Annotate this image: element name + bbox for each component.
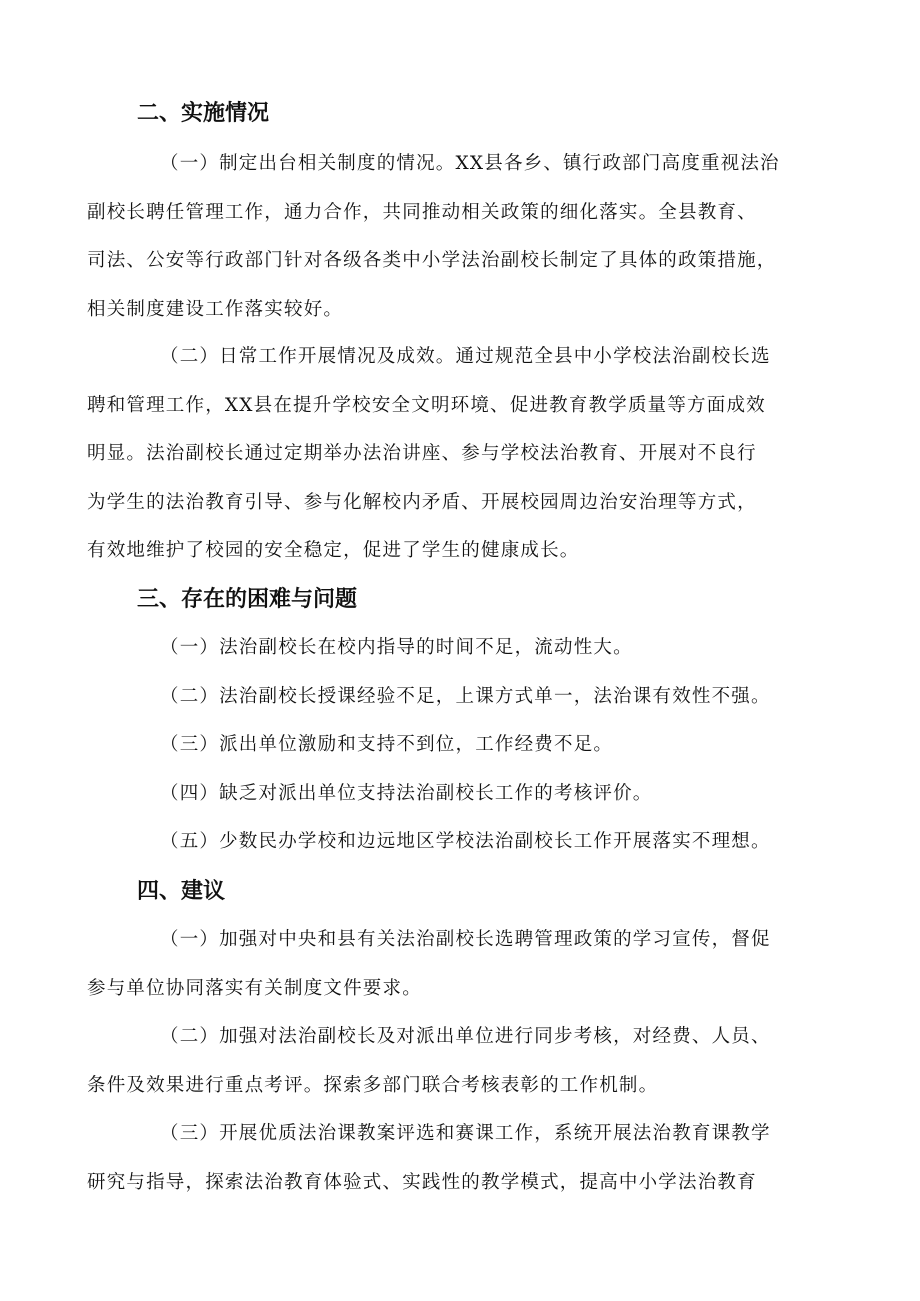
- section-heading-suggestions: 四、建议: [137, 879, 226, 904]
- text-line: 聘和管理工作，XX县在提升学校安全文明环境、促进教育教学质量等方面成效: [87, 394, 766, 416]
- text-line: 明显。法治副校长通过定期举办法治讲座、参与学校法治教育、开展对不良行: [87, 443, 757, 465]
- text-line: 为学生的法治教育引导、参与化解校内矛盾、开展校园周边治安治理等方式，: [87, 491, 757, 513]
- paragraph-implementation-2: [87, 333, 832, 576]
- text-line: （三）开展优质法治课教案评选和赛课工作，系统开展法治教育课教学: [160, 1123, 771, 1144]
- text-line: 参与单位协同落实有关制度文件要求。: [87, 977, 422, 999]
- text-line: （一）制定出台相关制度的情况。XX县各乡、镇行政部门高度重视法治: [160, 153, 780, 174]
- text-line: （二）日常工作开展情况及成效。通过规范全县中小学校法治副校长选: [160, 346, 771, 367]
- text-line: 司法、公安等行政部门针对各级各类中小学法治副校长制定了具体的政策措施，: [87, 250, 777, 272]
- text-line: 条件及效果进行重点考评。探索多部门联合考核表彰的工作机制。: [87, 1074, 659, 1096]
- section-heading-problems: 三、存在的困难与问题: [137, 587, 358, 612]
- text-line: 副校长聘任管理工作，通力合作，共同推动相关政策的细化落实。全县教育、: [87, 201, 757, 223]
- text-line: 有效地维护了校园的安全稳定，促进了学生的健康成长。: [87, 540, 580, 562]
- problem-item-2: （二）法治副校长授课经验不足，上课方式单一，法治课有效性不强。: [160, 686, 771, 707]
- problem-item-1: （一）法治副校长在校内指导的时间不足，流动性大。: [160, 637, 633, 658]
- text-line: 研究与指导，探索法治教育体验式、实践性的教学模式，提高中小学法治教育: [87, 1171, 757, 1193]
- text-line: （一）加强对中央和县有关法治副校长选聘管理政策的学习宣传，督促: [160, 929, 771, 950]
- paragraph-suggestion-2: [87, 1013, 832, 1110]
- text-line: 相关制度建设工作落实较好。: [87, 298, 344, 320]
- problem-item-3: （三）派出单位激励和支持不到位，工作经费不足。: [160, 734, 614, 755]
- text-line: （二）加强对法治副校长及对派出单位进行同步考核，对经费、人员、: [160, 1026, 771, 1047]
- problem-item-4: （四）缺乏对派出单位支持法治副校长工作的考核评价。: [160, 783, 653, 804]
- section-heading-implementation: 二、实施情况: [137, 101, 270, 126]
- problem-item-5: （五）少数民办学校和边远地区学校法治副校长工作开展落实不理想。: [160, 831, 771, 852]
- paragraph-implementation-1: [87, 140, 832, 334]
- paragraph-suggestion-3: [87, 1110, 832, 1207]
- paragraph-suggestion-1: [87, 916, 832, 1013]
